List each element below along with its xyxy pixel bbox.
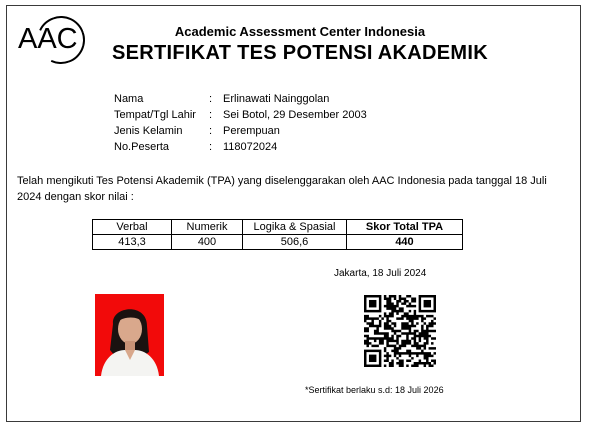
- participant-photo-icon: [95, 294, 164, 376]
- statement-text: Telah mengikuti Tes Potensi Akademik (TPA) yang diselenggarakan oleh AAC Indonesia pada tanggal 18 Juli 2024 dengan skor nilai :: [17, 175, 547, 203]
- identity-value: 118072024: [223, 141, 278, 153]
- score-table: [92, 219, 463, 250]
- organization-name: Academic Assessment Center Indonesia: [174, 24, 426, 39]
- certificate-title: SERTIFIKAT TES POTENSI AKADEMIK: [112, 42, 488, 64]
- score-header-numerik: Numerik: [172, 220, 243, 235]
- participant-photo: [95, 294, 164, 376]
- qr-code-icon: [364, 295, 436, 367]
- identity-block: [114, 91, 367, 155]
- identity-colon: :: [209, 125, 213, 137]
- identity-colon: :: [209, 93, 213, 105]
- score-value-verbal: 413,3: [93, 235, 172, 250]
- identity-row-gender: [114, 123, 367, 139]
- score-value-row: [93, 235, 463, 250]
- score-header-verbal: Verbal: [93, 220, 172, 235]
- score-header-row: [93, 220, 463, 235]
- identity-label: Jenis Kelamin: [114, 125, 183, 137]
- score-value-numerik: 400: [172, 235, 243, 250]
- identity-row-birth: [114, 107, 367, 123]
- place-date: Jakarta, 18 Juli 2024: [334, 268, 427, 279]
- identity-row-participant-number: [114, 139, 367, 155]
- validity-note: *Sertifikat berlaku s.d: 18 Juli 2026: [305, 385, 444, 395]
- score-value-total: 440: [347, 235, 463, 250]
- identity-colon: :: [209, 141, 213, 153]
- logo-text: AAC: [18, 23, 78, 55]
- score-header-total: Skor Total TPA: [347, 220, 463, 235]
- identity-label: Tempat/Tgl Lahir: [114, 109, 196, 121]
- identity-label: Nama: [114, 93, 144, 105]
- identity-row-name: [114, 91, 367, 107]
- identity-value: Erlinawati Nainggolan: [223, 93, 330, 105]
- identity-colon: :: [209, 109, 213, 121]
- score-header-logika: Logika & Spasial: [243, 220, 347, 235]
- identity-value: Sei Botol, 29 Desember 2003: [223, 109, 367, 121]
- identity-label: No.Peserta: [114, 141, 170, 153]
- score-value-logika: 506,6: [243, 235, 347, 250]
- identity-value: Perempuan: [223, 125, 280, 137]
- certificate-frame: [6, 5, 581, 422]
- aac-logo: [15, 16, 89, 66]
- qr-code: [364, 295, 436, 367]
